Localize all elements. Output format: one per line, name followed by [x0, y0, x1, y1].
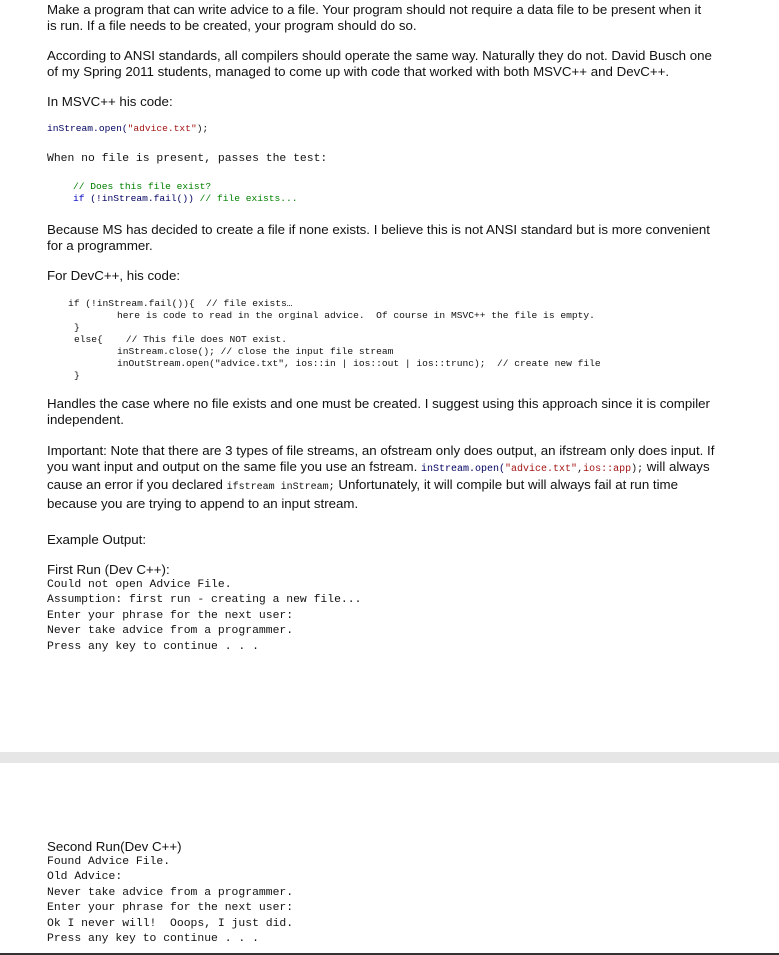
intro-text-2: According to ANSI standards, all compilers should operate the same way. Naturally they do not. David Busch one of my Spring 2011 students, managed to come up with code that worked with both MSVC++ and DevC++.	[47, 48, 712, 79]
document-page-2	[0, 763, 779, 953]
important-code-1-comma: ,	[577, 463, 584, 475]
important-part-1: Important: Note that there are 3 types of file streams, an ofstream only does output, an ifstream only does input. If you want input and output on the same file you use an fstream.	[47, 443, 715, 474]
important-code-2: ifstream inStream;	[226, 482, 335, 493]
important-code-1-suffix: );	[631, 463, 644, 475]
if-keyword: if	[73, 193, 85, 204]
intro-paragraph-2	[47, 48, 712, 79]
first-run-line: Press any key to continue . . .	[47, 640, 259, 653]
ms-explanation-paragraph	[47, 222, 712, 253]
important-code-1-string: "advice.txt"	[505, 463, 578, 475]
first-run-title: First Run (Dev C++):	[47, 562, 170, 577]
no-file-text-block	[47, 152, 712, 168]
devc-code-line-2: here is code to read in the orginal advice. Of course in MSVC++ the file is empty.	[94, 310, 595, 321]
no-file-text: When no file is present, passes the test:	[47, 153, 328, 165]
second-run-line: Enter your phrase for the next user:	[47, 902, 294, 914]
second-run-line: Ok I never will! Ooops, I just did.	[47, 917, 294, 930]
second-run-line: Old Advice:	[47, 871, 123, 883]
devc-heading	[47, 268, 712, 284]
second-run-output	[47, 855, 712, 948]
msvc-code-line	[47, 123, 712, 135]
example-heading	[47, 532, 712, 548]
code-suffix: );	[196, 123, 209, 134]
devc-code-line-5: inStream.close(); // close the input file stream	[94, 346, 394, 357]
first-run-line: Assumption: first run - creating a new file...	[47, 594, 362, 606]
devc-code-line-7: }	[74, 370, 80, 381]
msvc-heading	[47, 94, 712, 110]
second-run-block	[47, 839, 712, 948]
first-run-output	[47, 578, 712, 656]
check-code-block	[73, 181, 738, 205]
important-code-1-call: inStream.open(	[421, 463, 506, 475]
handles-text: Handles the case where no file exists and one must be created. I suggest using this approach since it is compiler independent.	[47, 396, 710, 427]
important-text	[47, 443, 717, 511]
second-run-line: Press any key to continue . . .	[47, 933, 259, 945]
page-break	[0, 752, 779, 763]
intro-paragraph-1	[47, 2, 712, 33]
msvc-code-block	[47, 123, 712, 135]
msvc-heading-text: In MSVC++ his code:	[47, 94, 173, 109]
first-run-line: Never take advice from a programmer.	[47, 625, 294, 637]
first-run-line: Enter your phrase for the next user:	[47, 609, 294, 622]
devc-code-line-6: inOutStream.open("advice.txt", ios::in | ios::out | ios::trunc); // create new file	[94, 358, 601, 369]
code-string: "advice.txt"	[127, 123, 197, 134]
ms-explanation-text: Because MS has decided to create a file if none exists. I believe this is not ANSI standard but is more convenient for a programmer.	[47, 222, 710, 253]
code-call: inStream.open(	[47, 123, 128, 134]
first-run-block	[47, 562, 712, 655]
second-run-title: Second Run(Dev C++)	[47, 839, 182, 854]
check-code-if-line	[73, 193, 738, 205]
important-code-1	[421, 464, 643, 475]
handles-paragraph	[47, 396, 712, 427]
devc-code-line-4: else{ // This file does NOT exist.	[74, 334, 288, 345]
intro-text-1: Make a program that can write advice to a file. Your program should not require a data file to be present when it is run. If a file needs to be created, your program should do so.	[47, 2, 702, 33]
important-part-2: will always cause an error if you declared	[47, 458, 710, 492]
devc-heading-text: For DevC++, his code:	[47, 268, 181, 283]
important-code-1-ios: ios::app	[583, 463, 632, 475]
check-code-comment: // Does this file exist?	[73, 181, 212, 192]
important-part-3: Unfortunately, it will compile but will always fail at run time because you are trying to append to an input stream.	[47, 477, 679, 511]
devc-code-line-3: }	[74, 322, 80, 333]
second-run-line: Found Advice File.	[47, 855, 171, 868]
devc-code-block	[68, 298, 758, 382]
if-condition: (!inStream.fail())	[84, 193, 200, 204]
first-run-line: Could not open Advice File.	[47, 578, 232, 591]
if-comment: // file exists...	[199, 193, 298, 204]
important-paragraph	[47, 443, 717, 511]
devc-code-line-1: if (!inStream.fail()){ // file exists…	[68, 298, 293, 309]
second-run-line: Never take advice from a programmer.	[47, 886, 294, 899]
example-heading-text: Example Output:	[47, 532, 147, 547]
